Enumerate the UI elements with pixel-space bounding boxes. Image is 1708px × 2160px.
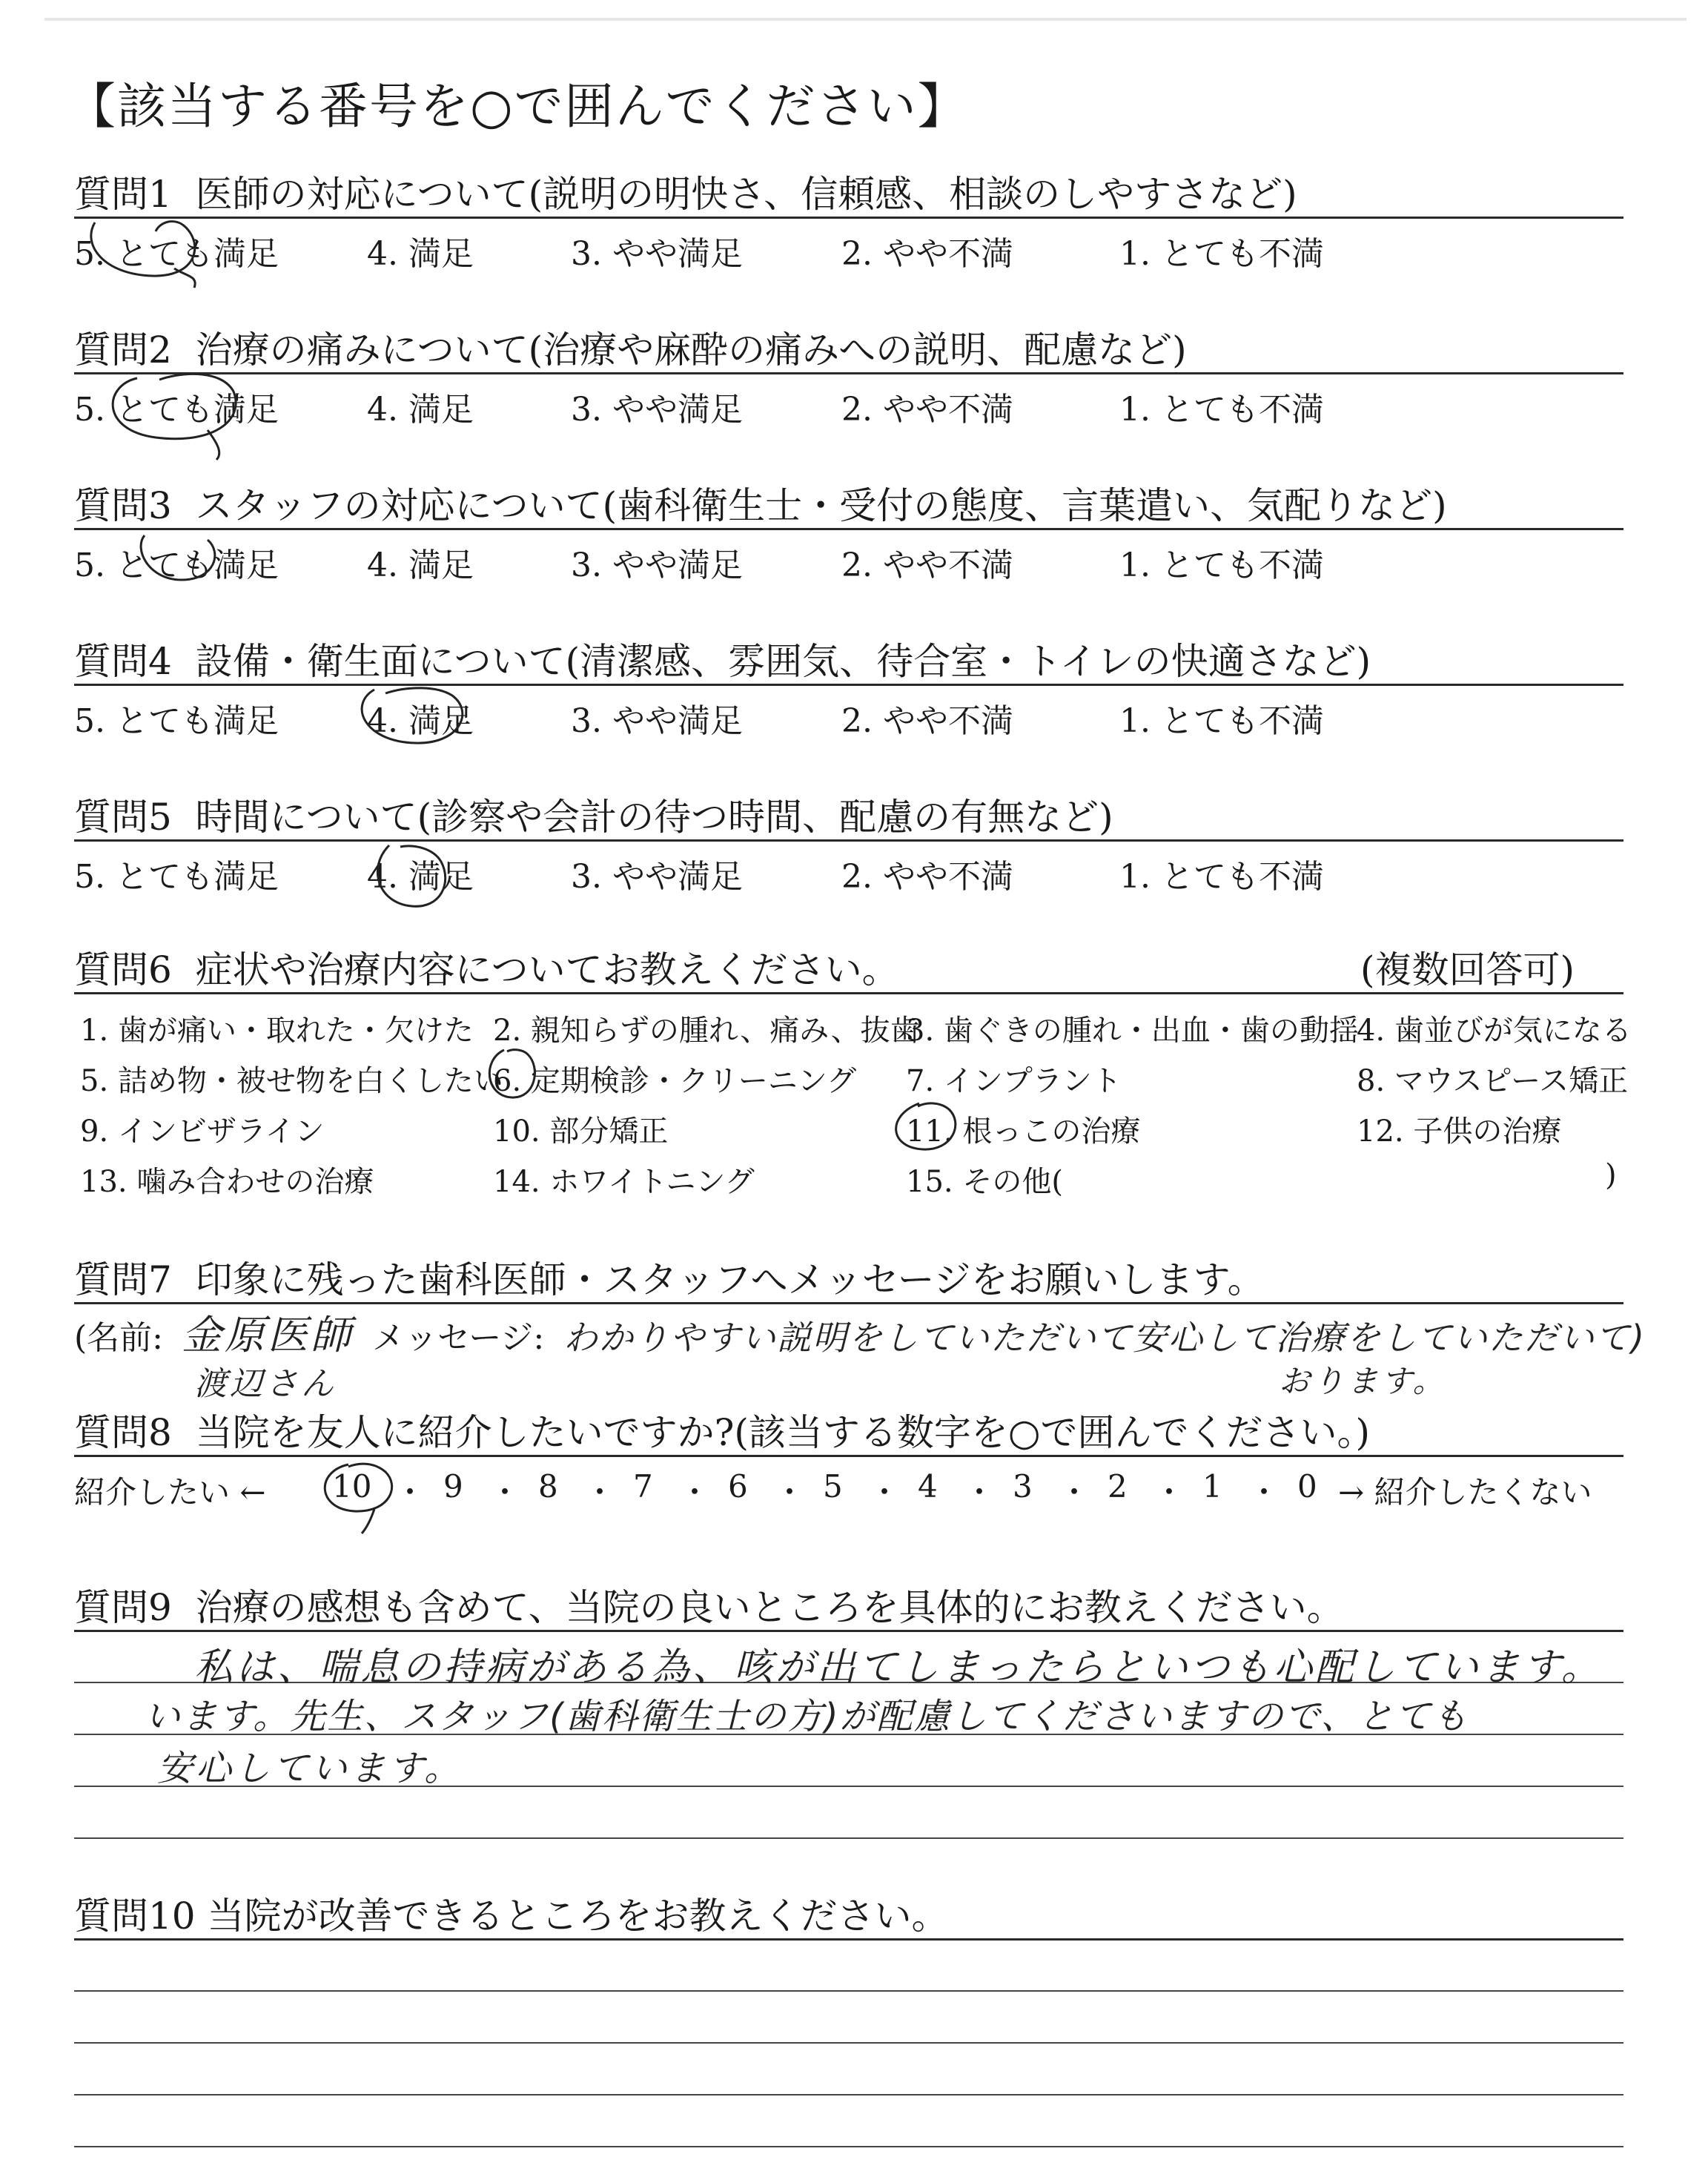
q3-option-5[interactable]: 5. とても満足 xyxy=(74,546,279,584)
q10-rule xyxy=(74,1938,1623,1941)
q8-rule xyxy=(74,1455,1623,1457)
q1-text: 医師の対応について(説明の明快さ、信頼感、相談のしやすさなど) xyxy=(195,173,1297,216)
q6-rule xyxy=(74,992,1623,994)
q8-dot: ・ xyxy=(1248,1474,1280,1510)
q2-option-2[interactable]: 2. やや不満 xyxy=(841,391,1013,429)
q6-label: 質問6 xyxy=(74,948,172,991)
q6-item-3[interactable]: 3. 歯ぐきの腫れ・出血・歯の動揺 xyxy=(906,1014,1359,1048)
q6-item-7[interactable]: 7. インプラント xyxy=(906,1064,1122,1098)
q9-handwriting-line-2[interactable]: います。先生、スタッフ(歯科衛生士の方)が配慮してくださいますので、とても xyxy=(145,1696,1469,1737)
q8-dot: ・ xyxy=(679,1474,711,1510)
q9-rule xyxy=(74,1630,1623,1632)
q10-writing-line-3[interactable] xyxy=(74,2094,1623,2095)
q8-dot: ・ xyxy=(774,1474,806,1510)
q8-scale-5[interactable]: 5 xyxy=(823,1468,843,1505)
q5-label: 質問5 xyxy=(74,796,172,839)
q6-item-15-close: ) xyxy=(1605,1158,1617,1192)
q10-writing-line-4[interactable] xyxy=(74,2146,1623,2147)
q4-option-2[interactable]: 2. やや不満 xyxy=(841,702,1013,740)
q3-text: スタッフの対応について(歯科衛生士・受付の態度、言葉遣い、気配りなど) xyxy=(195,484,1447,527)
q7-text: 印象に残った歯科医師・スタッフへメッセージをお願いします。 xyxy=(195,1258,1265,1301)
q5-option-5[interactable]: 5. とても満足 xyxy=(74,858,279,896)
q5-rule xyxy=(74,839,1623,842)
q4-label: 質問4 xyxy=(74,640,172,683)
q8-dot: ・ xyxy=(869,1474,901,1510)
q1-heading xyxy=(74,165,1297,218)
q5-text: 時間について(診察や会計の待つ時間、配慮の有無など) xyxy=(195,796,1113,839)
q8-dot: ・ xyxy=(584,1474,616,1510)
q3-heading xyxy=(74,476,1447,529)
q8-dot: ・ xyxy=(1153,1474,1185,1510)
q6-text: 症状や治療内容についてお教えください。 xyxy=(195,948,899,991)
q9-writing-line-4 xyxy=(74,1837,1623,1839)
q8-scale-3[interactable]: 3 xyxy=(1013,1468,1033,1505)
q8-label: 質問8 xyxy=(74,1411,172,1454)
q4-text: 設備・衛生面について(清潔感、雰囲気、待合室・トイレの快適さなど) xyxy=(195,640,1371,683)
q8-scale-8[interactable]: 8 xyxy=(538,1468,558,1505)
q2-heading xyxy=(74,320,1187,374)
q10-heading xyxy=(74,1886,949,1940)
q1-option-1[interactable]: 1. とても不満 xyxy=(1119,235,1324,273)
q7-heading xyxy=(74,1250,1265,1304)
q1-rule xyxy=(74,217,1623,219)
q8-dot: ・ xyxy=(489,1474,521,1510)
q6-item-14[interactable]: 14. ホワイトニング xyxy=(493,1165,755,1199)
q2-rule xyxy=(74,372,1623,374)
q7-message-label: メッセージ: xyxy=(372,1319,545,1357)
q6-item-4[interactable]: 4. 歯並びが気になる xyxy=(1357,1014,1632,1048)
q6-item-2[interactable]: 2. 親知らずの腫れ、痛み、抜歯 xyxy=(493,1014,920,1048)
q7-message-handwriting-1[interactable]: わかりやすい説明をしていただいて安心して治療をしていただいて) xyxy=(563,1318,1646,1358)
q2-option-1[interactable]: 1. とても不満 xyxy=(1119,391,1324,429)
q8-scale-0[interactable]: 0 xyxy=(1297,1468,1317,1505)
q8-scale-2[interactable]: 2 xyxy=(1108,1468,1128,1505)
scan-top-edge xyxy=(44,18,1687,21)
q6-item-9[interactable]: 9. インビザライン xyxy=(80,1114,325,1149)
q6-item-6[interactable]: 6. 定期検診・クリーニング xyxy=(493,1064,857,1098)
q3-option-1[interactable]: 1. とても不満 xyxy=(1119,546,1324,584)
q6-item-11[interactable]: 11. 根っこの治療 xyxy=(906,1114,1141,1149)
q8-dot: ・ xyxy=(394,1474,426,1510)
q4-option-1[interactable]: 1. とても不満 xyxy=(1119,702,1324,740)
q1-option-2[interactable]: 2. やや不満 xyxy=(841,235,1013,273)
q8-dot: ・ xyxy=(964,1474,996,1510)
q6-heading xyxy=(74,940,899,994)
q6-item-13[interactable]: 13. 噛み合わせの治療 xyxy=(80,1165,374,1199)
q5-option-4[interactable]: 4. 満足 xyxy=(367,858,474,896)
q4-option-5[interactable]: 5. とても満足 xyxy=(74,702,279,740)
q2-option-4[interactable]: 4. 満足 xyxy=(367,391,474,429)
q8-scale-4[interactable]: 4 xyxy=(918,1468,938,1505)
q9-handwriting-line-1[interactable]: 私は、喘息の持病がある為、咳が出てしまったらといつも心配しています。 xyxy=(194,1645,1603,1690)
q4-rule xyxy=(74,684,1623,686)
q2-option-3[interactable]: 3. やや満足 xyxy=(571,391,743,429)
q1-label: 質問1 xyxy=(74,173,172,216)
q10-label: 質問10 xyxy=(74,1895,196,1938)
q6-item-15[interactable]: 15. その他( xyxy=(906,1165,1063,1199)
q6-item-10[interactable]: 10. 部分矯正 xyxy=(493,1114,669,1149)
page-title: 【該当する番号を○で囲んでください】 xyxy=(67,78,968,135)
q7-name-handwriting-1[interactable]: 金原医師 xyxy=(182,1312,354,1358)
q1-option-5[interactable]: 5. とても満足 xyxy=(74,235,279,273)
q10-writing-line-2[interactable] xyxy=(74,2042,1623,2044)
q9-label: 質問9 xyxy=(74,1586,172,1629)
q3-option-2[interactable]: 2. やや不満 xyxy=(841,546,1013,584)
q7-message-handwriting-2[interactable]: おります。 xyxy=(1279,1363,1447,1399)
q9-text: 治療の感想も含めて、当院の良いところを具体的にお教えください。 xyxy=(195,1586,1344,1629)
q3-rule xyxy=(74,528,1623,530)
q6-item-5[interactable]: 5. 詰め物・被せ物を白くしたい xyxy=(80,1064,503,1098)
q6-item-12[interactable]: 12. 子供の治療 xyxy=(1357,1114,1562,1149)
q8-scale-6[interactable]: 6 xyxy=(728,1468,748,1505)
q8-scale-7[interactable]: 7 xyxy=(633,1468,653,1505)
q10-writing-line-1[interactable] xyxy=(74,1990,1623,1992)
q9-handwriting-line-3[interactable]: 安心しています。 xyxy=(157,1748,463,1789)
q8-left-label: 紹介したい ← xyxy=(74,1474,266,1510)
q8-scale-1[interactable]: 1 xyxy=(1202,1468,1222,1505)
q6-item-8[interactable]: 8. マウスピース矯正 xyxy=(1357,1064,1629,1098)
q4-option-3[interactable]: 3. やや満足 xyxy=(571,702,743,740)
q2-text: 治療の痛みについて(治療や麻酔の痛みへの説明、配慮など) xyxy=(195,328,1187,371)
q5-heading xyxy=(74,787,1113,841)
q8-text: 当院を友人に紹介したいですか?(該当する数字を○で囲んでください。) xyxy=(195,1411,1371,1454)
q1-option-3[interactable]: 3. やや満足 xyxy=(571,235,743,273)
q3-option-4[interactable]: 4. 満足 xyxy=(367,546,474,584)
q9-heading xyxy=(74,1578,1344,1631)
q5-option-1[interactable]: 1. とても不満 xyxy=(1119,858,1324,896)
q6-note: (複数回答可) xyxy=(1360,948,1575,991)
q2-option-5[interactable]: 5. とても満足 xyxy=(74,391,279,429)
q2-label: 質問2 xyxy=(74,328,172,371)
q8-scale-10[interactable]: 10 xyxy=(332,1468,372,1505)
q8-dot: ・ xyxy=(1059,1474,1090,1510)
q5-option-2[interactable]: 2. やや不満 xyxy=(841,858,1013,896)
q7-name-label: (名前: xyxy=(74,1319,163,1357)
q3-option-3[interactable]: 3. やや満足 xyxy=(571,546,743,584)
q4-option-4[interactable]: 4. 満足 xyxy=(367,702,474,740)
q8-right-label: → 紹介したくない xyxy=(1338,1474,1592,1510)
q6-item-1[interactable]: 1. 歯が痛い・取れた・欠けた xyxy=(80,1014,474,1048)
q1-option-4[interactable]: 4. 満足 xyxy=(367,235,474,273)
q3-label: 質問3 xyxy=(74,484,172,527)
q7-label: 質問7 xyxy=(74,1258,172,1301)
q8-heading xyxy=(74,1403,1370,1456)
q4-heading xyxy=(74,632,1371,685)
q7-name-handwriting-2[interactable]: 渡辺さん xyxy=(194,1365,337,1403)
q10-text: 当院が改善できるところをお教えください。 xyxy=(207,1895,949,1938)
q8-scale-9[interactable]: 9 xyxy=(443,1468,463,1505)
q5-option-3[interactable]: 3. やや満足 xyxy=(571,858,743,896)
